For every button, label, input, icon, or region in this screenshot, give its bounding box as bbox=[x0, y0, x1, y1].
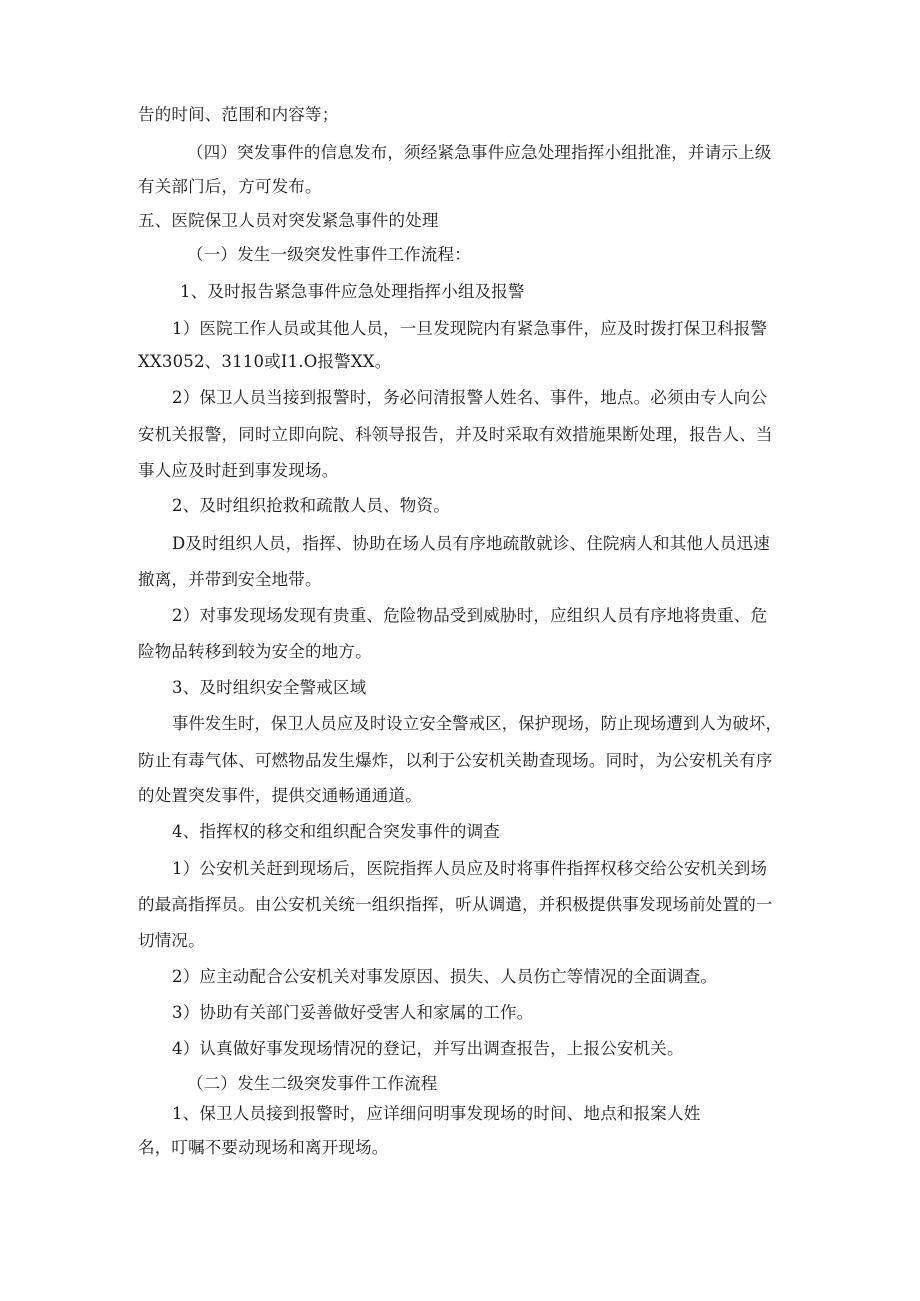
subsection-heading: （二）发生二级突发事件工作流程 bbox=[187, 1074, 438, 1093]
text-line: 1）公安机关赶到现场后，医院指挥人员应及时将事件指挥权移交给公安机关到场 bbox=[172, 859, 768, 878]
text-line: （四）突发事件的信息发布，须经紧急事件应急处理指挥小组批准，并请示上级 bbox=[187, 143, 772, 162]
text-line: 有关部门后，方可发布。 bbox=[138, 177, 322, 196]
text-line: 的处置突发事件，提供交通畅通通道。 bbox=[138, 786, 422, 805]
text-line: 防止有毒气体、可燃物品发生爆炸，以利于公安机关勘查现场。同时，为公安机关有序 bbox=[138, 751, 773, 770]
text-line: 1、及时报告紧急事件应急处理指挥小组及报警 bbox=[180, 282, 525, 301]
text-line: 1）医院工作人员或其他人员，一旦发现院内有紧急事件，应及时拨打保卫科报警 bbox=[172, 319, 768, 338]
section-heading: 五、医院保卫人员对突发紧急事件的处理 bbox=[138, 211, 439, 230]
text-line: 告的时间、范围和内容等； bbox=[138, 105, 339, 124]
text-line: 2、及时组织抢救和疏散人员、物资。 bbox=[172, 496, 450, 515]
text-line: XX3052、3110或I1.O报警XX。 bbox=[138, 352, 392, 371]
text-line: 撤离，并带到安全地带。 bbox=[138, 570, 322, 589]
text-line: 1、保卫人员接到报警时，应详细问明事发现场的时间、地点和报案人姓 bbox=[172, 1104, 701, 1123]
text-line: 的最高指挥员。由公安机关统一组织指挥，听从调遣，并积极提供事发现场前处置的一 bbox=[138, 895, 773, 914]
text-line: 3、及时组织安全警戒区域 bbox=[172, 678, 367, 697]
text-line: 事件发生时，保卫人员应及时设立安全警戒区，保护现场，防止现场遭到人为破坏， bbox=[172, 714, 782, 733]
text-line: 事人应及时赶到事发现场。 bbox=[138, 461, 339, 480]
text-line: 2）应主动配合公安机关对事发原因、损失、人员伤亡等情况的全面调查。 bbox=[172, 967, 718, 986]
text-line: 2）保卫人员当接到报警时，务必问清报警人姓名、事件，地点。必须由专人向公 bbox=[172, 388, 768, 407]
subsection-heading: （一）发生一级突发性事件工作流程： bbox=[187, 245, 471, 264]
text-line: 险物品转移到较为安全的地方。 bbox=[138, 642, 372, 661]
text-line: 名，叮嘱不要动现场和离开现场。 bbox=[138, 1138, 389, 1157]
text-line: 切情况。 bbox=[138, 931, 205, 950]
text-line: 2）对事发现场发现有贵重、危险物品受到威胁时，应组织人员有序地将贵重、危 bbox=[172, 606, 768, 625]
text-line: 安机关报警，同时立即向院、科领导报告，并及时采取有效措施果断处理，报告人、当 bbox=[138, 425, 773, 444]
text-line: 4）认真做好事发现场情况的登记，并写出调查报告，上报公安机关。 bbox=[172, 1039, 684, 1058]
text-line: D及时组织人员，指挥、协助在场人员有序地疏散就诊、住院病人和其他人员迅速 bbox=[172, 534, 770, 553]
text-line: 3）协助有关部门妥善做好受害人和家属的工作。 bbox=[172, 1003, 534, 1022]
text-line: 4、指挥权的移交和组织配合突发事件的调查 bbox=[172, 822, 500, 841]
